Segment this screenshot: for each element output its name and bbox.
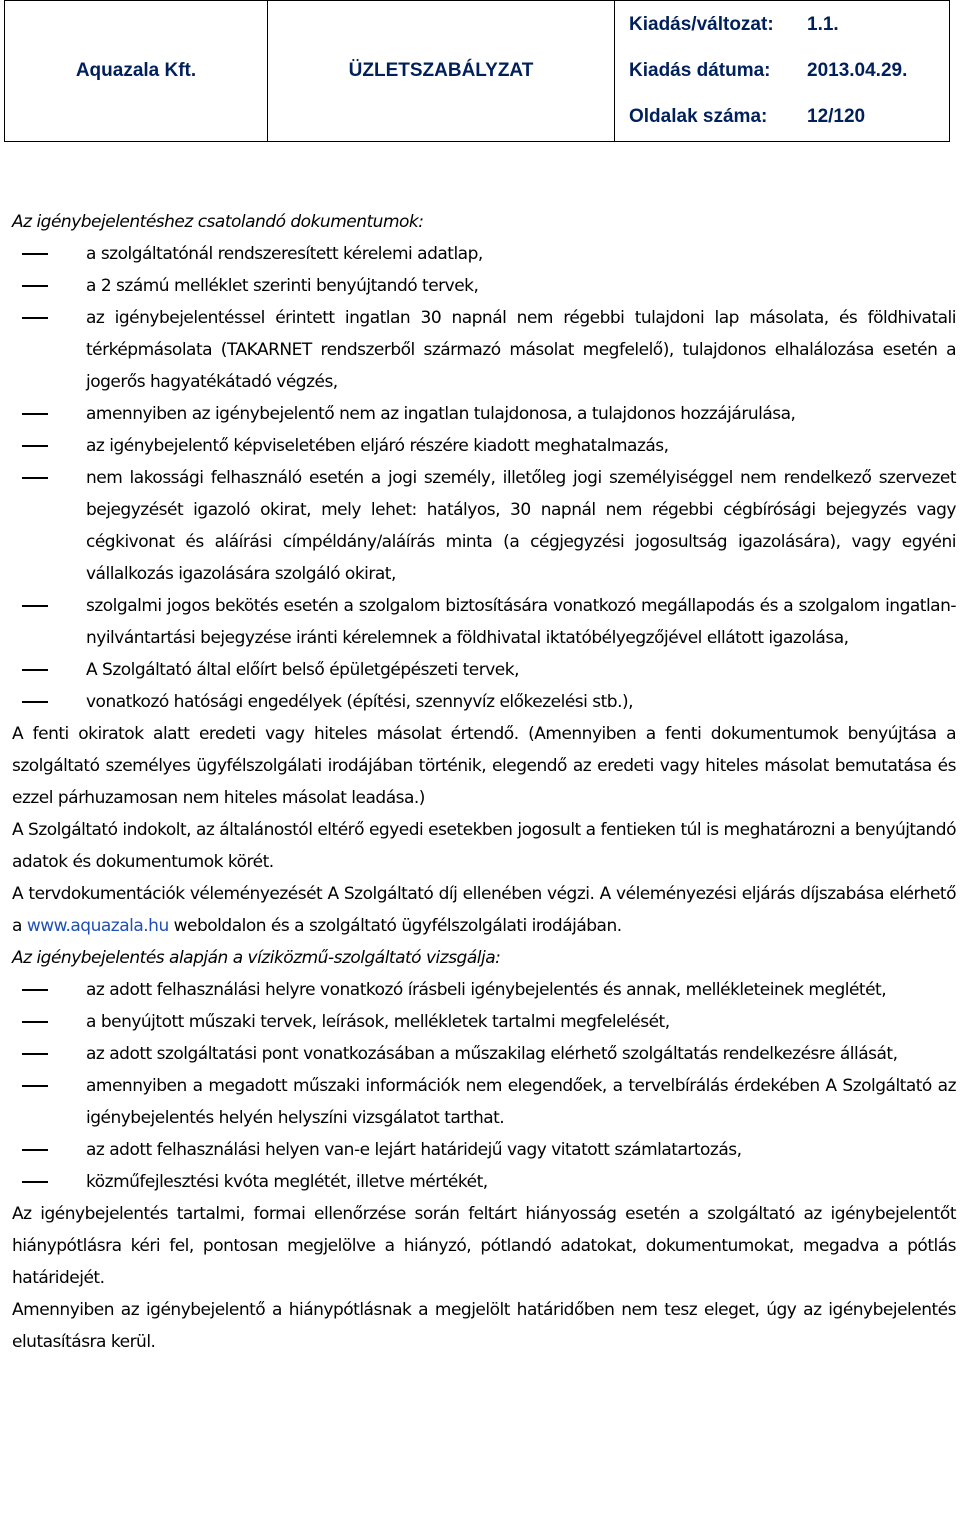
list-item: az igénybejelentéssel érintett ingatlan 30 napnál nem régebbi tulajdoni lap másolata, és földhivatali térképmásolata (TAKARNET rendszerből származó másolat megfelelő), tulajdonos elhalálozása esetén a jogerős hagyatékátadó végzés, — [12, 302, 956, 398]
document-title: ÜZLETSZABÁLYZAT — [268, 1, 615, 141]
meta-value: 2013.04.29. — [807, 60, 908, 81]
list-item: közműfejlesztési kvóta meglétét, illetve mértékét, — [12, 1166, 956, 1198]
review-list — [12, 974, 956, 1198]
list-item: a benyújtott műszaki tervek, leírások, mellékletek tartalmi megfelelését, — [12, 1006, 956, 1038]
list-item: a 2 számú melléklet szerinti benyújtandó tervek, — [12, 270, 956, 302]
list-item: az adott felhasználási helyen van-e lejárt határidejű vagy vitatott számlatartozás, — [12, 1134, 956, 1166]
list-item: vonatkozó hatósági engedélyek (építési, szennyvíz előkezelési stb.), — [12, 686, 956, 718]
list-item: amennyiben a megadott műszaki információk nem elegendőek, a tervelbírálás érdekében A Szolgáltató az igénybejelentés helyén helyszíni vizsgálatot tarthat. — [12, 1070, 956, 1134]
section-heading-review: Az igénybejelentés alapján a víziközmű-szolgáltató vizsgálja: — [12, 948, 501, 968]
dash-bullet-icon — [22, 701, 48, 703]
dash-bullet-icon — [22, 605, 48, 607]
list-item: az adott szolgáltatási pont vonatkozásában a műszakilag elérhető szolgáltatás rendelkezésre állását, — [12, 1038, 956, 1070]
list-item: az igénybejelentő képviseletében eljáró részére kiadott meghatalmazás, — [12, 430, 956, 462]
meta-date — [629, 48, 949, 94]
meta-label: Kiadás/változat: — [629, 14, 774, 35]
documents-list — [12, 238, 956, 718]
dash-bullet-icon — [22, 1181, 48, 1183]
website-link[interactable]: www.aquazala.hu — [26, 916, 169, 936]
meta-pages — [629, 94, 949, 140]
dash-bullet-icon — [22, 989, 48, 991]
list-item: a szolgáltatónál rendszeresített kérelemi adatlap, — [12, 238, 956, 270]
company-name: Aquazala Kft. — [5, 1, 268, 141]
list-item: nem lakossági felhasználó esetén a jogi személy, illetőleg jogi személyiséggel nem rendelkező szervezet bejegyzését igazoló okirat, mely lehet: hatályos, 30 napnál nem régebbi cégbírósági bejegyzés vagy cégkivonat és aláírási címpéldány/aláírás minta (a cégjegyzési jogosultság igazolására), vagy egyéni vállalkozás igazolására szolgáló okirat, — [12, 462, 956, 590]
meta-value: 1.1. — [807, 14, 839, 35]
dash-bullet-icon — [22, 285, 48, 287]
meta-value: 12/120 — [807, 106, 866, 127]
paragraph-fees: A tervdokumentációk véleményezését A Szolgáltató díj ellenében végzi. A véleményezési eljárás díjszabása elérhető a www.aquazala.hu weboldalon és a szolgáltató ügyfélszolgálati irodájában. — [12, 884, 956, 936]
dash-bullet-icon — [22, 477, 48, 479]
dash-bullet-icon — [22, 445, 48, 447]
paragraph-discretion: A Szolgáltató indokolt, az általánostól eltérő egyedi esetekben jogosult a fentieken túl is meghatározni a benyújtandó adatok és dokumentumok körét. — [12, 820, 956, 872]
dash-bullet-icon — [22, 253, 48, 255]
dash-bullet-icon — [22, 1149, 48, 1151]
paragraph-deficiency: Az igénybejelentés tartalmi, formai ellenőrzése során feltárt hiányosság esetén a szolgáltató az igénybejelentőt hiánypótlásra kéri fel, pontosan megjelölve a hiányzó, pótlandó adatokat, dokumentumokat, megadva a pótlás határidejét. — [12, 1204, 956, 1288]
list-item: szolgalmi jogos bekötés esetén a szolgalom biztosítására vonatkozó megállapodás és a szolgalom ingatlan-nyilvántartási bejegyzése iránti kérelemnek a földhivatal iktatóbélyegzőjével ellátott igazolása, — [12, 590, 956, 654]
dash-bullet-icon — [22, 1053, 48, 1055]
meta-label: Oldalak száma: — [629, 106, 768, 127]
dash-bullet-icon — [22, 317, 48, 319]
dash-bullet-icon — [22, 1021, 48, 1023]
document-body — [12, 206, 956, 1358]
list-item: A Szolgáltató által előírt belső épületgépészeti tervek, — [12, 654, 956, 686]
dash-bullet-icon — [22, 669, 48, 671]
list-item: az adott felhasználási helyre vonatkozó írásbeli igénybejelentés és annak, mellékleteinek meglétét, — [12, 974, 956, 1006]
paragraph-rejection: Amennyiben az igénybejelentő a hiánypótlásnak a megjelölt határidőben nem tesz eleget, úgy az igénybejelentés elutasításra kerül. — [12, 1300, 956, 1352]
dash-bullet-icon — [22, 413, 48, 415]
document-meta — [615, 1, 949, 141]
dash-bullet-icon — [22, 1085, 48, 1087]
section-heading-documents: Az igénybejelentéshez csatolandó dokumentumok: — [12, 212, 424, 232]
document-header — [4, 0, 950, 142]
meta-label: Kiadás dátuma: — [629, 60, 771, 81]
meta-version — [629, 2, 949, 48]
list-item: amennyiben az igénybejelentő nem az ingatlan tulajdonosa, a tulajdonos hozzájárulása, — [12, 398, 956, 430]
paragraph-originals: A fenti okiratok alatt eredeti vagy hiteles másolat értendő. (Amennyiben a fenti dokumentumok benyújtása a szolgáltató személyes ügyfélszolgálati irodájában történik, elegendő az eredeti vagy hiteles másolat bemutatása és ezzel párhuzamosan nem hiteles másolat leadása.) — [12, 724, 956, 808]
